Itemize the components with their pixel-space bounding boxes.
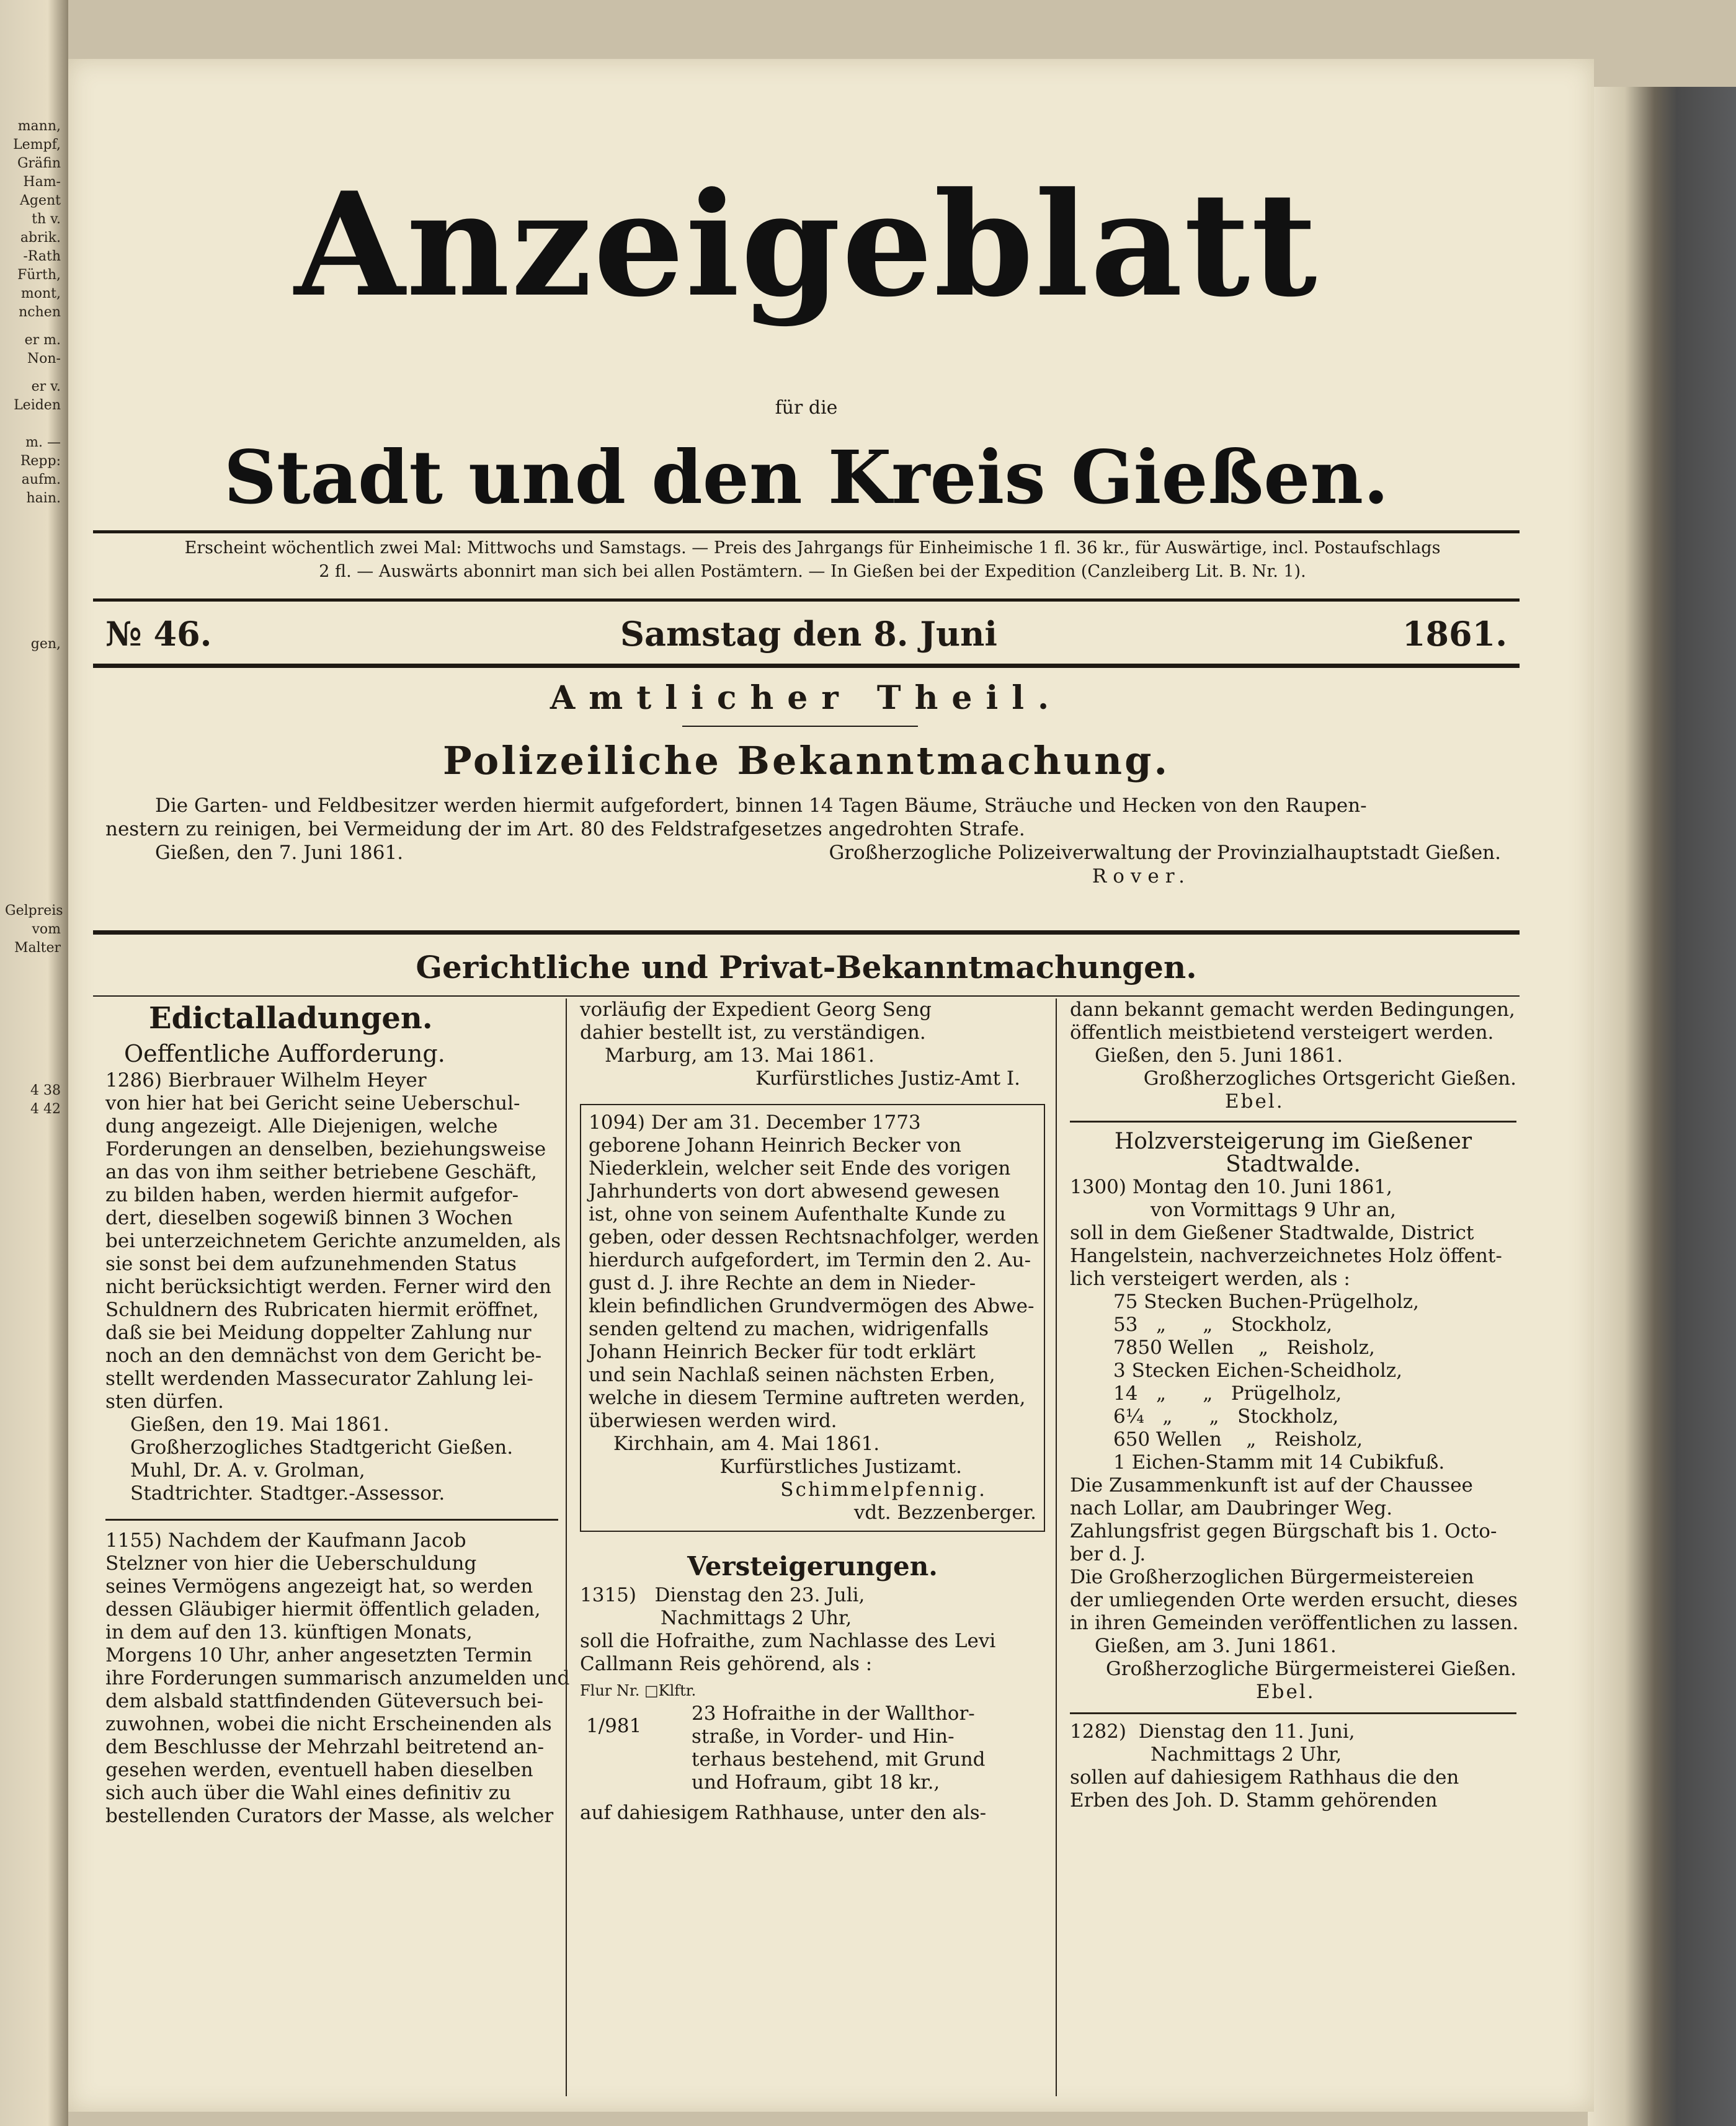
text-line: Die Zusammenkunft ist auf der Chaussee <box>1070 1474 1473 1497</box>
wood-item: 650 Wellen „ Reisholz, <box>1113 1428 1363 1451</box>
wood-item: 7850 Wellen „ Reisholz, <box>1113 1337 1375 1359</box>
text-line: lich versteigert werden, als : <box>1070 1268 1350 1290</box>
text-line: dem Beschlusse der Mehrzahl beitretend an- <box>105 1736 545 1758</box>
text-line: nach Lollar, am Daubringer Weg. <box>1070 1497 1393 1519</box>
margin-fragment: Leiden <box>14 398 61 413</box>
masthead-subtitle-small: für die <box>775 397 838 419</box>
orts-notice-end <box>1070 999 1516 1044</box>
text-line: geborene Johann Heinrich Becker von <box>589 1134 961 1157</box>
section-rule-bottom <box>93 995 1520 997</box>
margin-fragment: th v. <box>32 211 61 227</box>
text-line: 1300) Montag den 10. Juni 1861, <box>1070 1176 1392 1198</box>
police-notice-signature: Rover. <box>1092 865 1191 887</box>
text-line: ber d. J. <box>1070 1543 1146 1565</box>
text-line: bei unterzeichnetem Gerichte anzumelden, als <box>105 1230 561 1252</box>
dateline-rule <box>93 664 1520 668</box>
text-line: seines Vermögens angezeigt hat, so werden <box>105 1575 533 1598</box>
masthead-title: Anzeigeblatt <box>294 161 1319 329</box>
text-line: dessen Gläubiger hiermit öffentlich geladen, <box>105 1598 541 1621</box>
text-line: an das von ihm seither betriebene Geschäft, <box>105 1161 537 1183</box>
text-line: straße, in Vorder- und Hin- <box>692 1725 955 1748</box>
issue-year: 1861. <box>1402 614 1507 654</box>
text-line: dem alsbald stattfindenden Güteversuch bei- <box>105 1690 544 1712</box>
text-line: klein befindlichen Grundvermögen des Abwe- <box>589 1295 1035 1317</box>
margin-fragment: Lempf, <box>13 137 61 153</box>
wood-court: Großherzogliche Bürgermeisterei Gießen. <box>1105 1658 1516 1680</box>
text-line: sten dürfen. <box>105 1390 224 1413</box>
text-line: gust d. J. ihre Rechte an dem in Nieder- <box>589 1272 976 1294</box>
wood-item: 6¼ „ „ Stockholz, <box>1113 1405 1339 1428</box>
becker-signature: Schimmelpfennig. <box>780 1479 987 1501</box>
wood-heading-1: Holzversteigerung im Gießener <box>1114 1129 1472 1154</box>
becker-notice-box <box>580 1104 1045 1532</box>
text-line: Niederklein, welcher seit Ende des vorigen <box>589 1157 1011 1180</box>
text-line: sollen auf dahiesigem Rathhaus die den <box>1070 1766 1459 1789</box>
column-3 <box>1070 999 1519 1812</box>
text-line: Stelzner von hier die Ueberschuldung <box>105 1552 477 1575</box>
police-notice-date: Gießen, den 7. Juni 1861. <box>155 842 404 864</box>
text-line: dann bekannt gemacht werden Bedingungen, <box>1070 999 1515 1021</box>
seng-notice-end <box>580 999 1045 1044</box>
text-line: nicht berücksichtigt werden. Ferner wird den <box>105 1276 551 1298</box>
orts-signature: Ebel. <box>1225 1090 1284 1113</box>
orts-date: Gießen, den 5. Juni 1861. <box>1095 1044 1343 1067</box>
margin-fragment: -Rath <box>23 249 61 264</box>
margin-fragment: Gelpreis <box>5 903 63 918</box>
text-line: Hangelstein, nachverzeichnetes Holz öffent- <box>1070 1245 1502 1267</box>
text-line: sich auch über die Wahl eines definitiv zu <box>105 1782 511 1804</box>
text-line: Jahrhunderts von dort abwesend gewesen <box>589 1180 1000 1203</box>
margin-fragment: 4 38 <box>30 1083 61 1098</box>
text-line: terhaus bestehend, mit Grund <box>692 1748 986 1771</box>
auction-table-head: Flur Nr. □Klftr. <box>580 1682 697 1699</box>
becker-notice <box>589 1111 1039 1433</box>
text-line: geben, oder dessen Rechtsnachfolger, werden <box>589 1226 1039 1248</box>
masthead-rule <box>93 530 1520 533</box>
margin-fragment: aufm. <box>21 472 61 487</box>
text-line: und Hofraum, gibt 18 kr., <box>692 1771 940 1794</box>
auction-table <box>580 1702 1045 1802</box>
text-line: senden geltend zu machen, widrigenfalls <box>589 1318 989 1340</box>
auction-heading: Versteigerungen. <box>687 1551 938 1581</box>
column-divider-1 <box>566 999 567 2096</box>
stamm-auction-notice <box>1070 1720 1516 1812</box>
text-line: daß sie bei Meidung doppelter Zahlung nur <box>105 1322 532 1344</box>
auction-flur-number: 1/981 <box>586 1715 642 1737</box>
margin-fragment: gen, <box>30 636 61 652</box>
text-line: 23 Hofraithe in der Wallthor- <box>692 1702 975 1725</box>
wood-auction-intro <box>1070 1176 1516 1291</box>
text-line: 1286) Bierbrauer Wilhelm Heyer <box>105 1069 427 1092</box>
left-page-edge <box>0 0 68 2126</box>
text-line: zuwohnen, wobei die nicht Erscheinenden als <box>105 1713 552 1735</box>
margin-fragment: Fürth, <box>17 267 61 283</box>
seng-court: Kurfürstliches Justiz-Amt I. <box>755 1067 1020 1090</box>
margin-fragment: 4 42 <box>30 1101 61 1117</box>
text-line: soll die Hofraithe, zum Nachlasse des Levi <box>580 1630 996 1652</box>
text-line: ihre Forderungen summarisch anzumelden und <box>105 1667 570 1689</box>
police-notice-line1: Die Garten- und Feldbesitzer werden hiermit aufgefordert, binnen 14 Tagen Bäume, Sträuche und Hecken von den Raupen- <box>155 794 1367 817</box>
margin-fragment: Ham- <box>23 174 61 190</box>
text-line: dahier bestellt ist, zu verständigen. <box>580 1021 926 1044</box>
text-line: Die Großherzoglichen Bürgermeistereien <box>1070 1566 1474 1588</box>
wood-items-list <box>1070 1291 1516 1474</box>
text-line: der umliegenden Orte werden ersucht, dieses <box>1070 1589 1518 1611</box>
text-line: hierdurch aufgefordert, im Termin den 2. Au- <box>589 1249 1031 1271</box>
column-divider-2 <box>1056 999 1057 2096</box>
text-line: überwiesen werden wird. <box>589 1410 837 1432</box>
wood-item: 75 Stecken Buchen-Prügelholz, <box>1113 1291 1419 1313</box>
police-notice-text <box>105 794 1513 888</box>
col3-separator-1 <box>1070 1121 1516 1123</box>
margin-fragment: Non- <box>27 351 61 367</box>
margin-fragment: mann, <box>17 118 61 134</box>
orts-court: Großherzogliches Ortsgericht Gießen. <box>1143 1067 1516 1090</box>
police-notice-authority: Großherzogliche Polizeiverwaltung der Provinzialhauptstadt Gießen. <box>829 842 1501 864</box>
publication-info-line2: 2 fl. — Auswärts abonnirt man sich bei allen Postämtern. — In Gießen bei der Expedition (Canzleiberg Lit. B. Nr. 1). <box>319 562 1306 581</box>
margin-fragment: er v. <box>31 379 61 394</box>
text-line: Morgens 10 Uhr, anher angesetzten Termin <box>105 1644 533 1666</box>
margin-fragment: m. — <box>25 435 61 450</box>
text-line: Nachmittags 2 Uhr, <box>1151 1743 1342 1766</box>
margin-fragment: vom <box>32 922 61 937</box>
margin-fragment: mont, <box>20 286 61 301</box>
reis-auction-notice <box>580 1584 1045 1676</box>
text-line: zu bilden haben, werden hiermit aufgefor- <box>105 1184 519 1206</box>
section-rule-top <box>93 930 1520 935</box>
wood-signature: Ebel. <box>1256 1681 1315 1703</box>
police-notice-title: Polizeiliche Bekanntmachung. <box>442 738 1170 783</box>
text-line: vorläufig der Expedient Georg Seng <box>580 999 932 1021</box>
info-rule <box>93 598 1520 602</box>
text-line: bestellenden Curators der Masse, als welcher <box>105 1805 554 1827</box>
edict-heading: Edictalladungen. <box>149 1001 433 1036</box>
police-notice-footer <box>105 841 1513 865</box>
wood-auction-terms <box>1070 1474 1519 1635</box>
wood-item: 53 „ „ Stockholz, <box>1113 1314 1333 1336</box>
text-line: 1155) Nachdem der Kaufmann Jacob <box>105 1529 466 1552</box>
wood-item: 1 Eichen-Stamm mit 14 Cubikfuß. <box>1113 1451 1445 1474</box>
wood-date: Gießen, am 3. Juni 1861. <box>1095 1635 1337 1657</box>
heyer-date: Gießen, den 19. Mai 1861. <box>130 1413 389 1436</box>
text-line: Zahlungsfrist gegen Bürgschaft bis 1. Octo- <box>1070 1520 1497 1542</box>
becker-court: Kurfürstliches Justizamt. <box>719 1456 962 1478</box>
dateline <box>93 614 1520 657</box>
text-line: 1094) Der am 31. December 1773 <box>589 1111 921 1134</box>
wood-item: 3 Stecken Eichen-Scheidholz, <box>1113 1359 1402 1382</box>
text-line: Schuldnern des Rubricaten hiermit eröffnet, <box>105 1299 539 1321</box>
text-line: Forderungen an denselben, beziehungsweise <box>105 1138 546 1160</box>
text-line: Erben des Joh. D. Stamm gehörenden <box>1070 1789 1438 1812</box>
column-2 <box>580 999 1045 1825</box>
text-line: von Vormittags 9 Uhr an, <box>1151 1199 1396 1221</box>
margin-fragment: Malter <box>14 940 61 956</box>
margin-fragment: hain. <box>26 491 61 506</box>
heyer-signature: Muhl, Dr. A. v. Grolman, <box>130 1459 365 1482</box>
publication-info-line1: Erscheint wöchentlich zwei Mal: Mittwochs und Samstags. — Preis des Jahrgangs für Einheimische 1 fl. 36 kr., für Auswärtige, incl. Postaufschlags <box>184 538 1441 558</box>
text-line: 1315) Dienstag den 23. Juli, <box>580 1584 865 1606</box>
text-line: 1282) Dienstag den 11. Juni, <box>1070 1720 1355 1743</box>
margin-fragment: nchen <box>19 305 61 320</box>
seng-date: Marburg, am 13. Mai 1861. <box>605 1044 875 1067</box>
text-line: ist, ohne von seinem Aufenthalte Kunde zu <box>589 1203 1006 1225</box>
col1-separator <box>105 1519 558 1521</box>
text-line: gesehen werden, eventuell haben dieselben <box>105 1759 533 1781</box>
text-line: und sein Nachlaß seinen nächsten Erben, <box>589 1364 995 1386</box>
text-line: sie sonst bei dem aufzunehmenden Status <box>105 1253 517 1275</box>
text-line: in ihren Gemeinden veröffentlichen zu lassen. <box>1070 1612 1519 1634</box>
column-1 <box>105 999 570 1828</box>
official-heading-rule <box>682 726 918 727</box>
official-heading: Amtlicher Theil. <box>550 679 1063 717</box>
becker-countersign: vdt. Bezzenberger. <box>853 1501 1036 1524</box>
edict-subheading: Oeffentliche Aufforderung. <box>124 1040 445 1067</box>
auction-entry <box>692 1702 1045 1794</box>
issue-number: № 46. <box>105 614 212 654</box>
section-heading: Gerichtliche und Privat-Bekanntmachungen. <box>416 949 1197 985</box>
margin-fragment: abrik. <box>20 230 61 246</box>
margin-fragment: Repp: <box>20 453 61 469</box>
text-line: Nachmittags 2 Uhr, <box>661 1607 852 1629</box>
text-line: stellt werdenden Massecurator Zahlung lei- <box>105 1368 533 1390</box>
police-notice-line2: nestern zu reinigen, bei Vermeidung der im Art. 80 des Feldstrafgesetzes angedrohten Strafe. <box>105 818 1025 840</box>
text-line: welche in diesem Termine auftreten werden, <box>589 1387 1026 1409</box>
heyer-signature-titles: Stadtrichter. Stadtger.-Assessor. <box>130 1482 445 1505</box>
publication-info <box>93 536 1532 584</box>
newspaper-page <box>68 59 1594 2112</box>
book-binding <box>1588 87 1736 2126</box>
masthead-subtitle: Stadt und den Kreis Gießen. <box>223 434 1389 520</box>
heyer-notice <box>105 1069 561 1413</box>
margin-fragment: Gräfin <box>17 156 61 171</box>
stelzner-notice <box>105 1529 570 1828</box>
text-line: noch an den demnächst von dem Gericht be- <box>105 1345 542 1367</box>
text-line: Johann Heinrich Becker für todt erklärt <box>589 1341 976 1363</box>
text-line: dert, dieselben sogewiß binnen 3 Wochen <box>105 1207 513 1229</box>
auction-continuation: auf dahiesigem Rathhause, unter den als- <box>580 1802 987 1824</box>
text-line: in dem auf den 13. künftigen Monats, <box>105 1621 473 1643</box>
text-line: dung angezeigt. Alle Diejenigen, welche <box>105 1115 498 1137</box>
wood-item: 14 „ „ Prügelholz, <box>1113 1382 1342 1405</box>
issue-date: Samstag den 8. Juni <box>620 614 997 654</box>
text-line: soll in dem Gießener Stadtwalde, District <box>1070 1222 1474 1244</box>
heyer-court: Großherzogliches Stadtgericht Gießen. <box>130 1436 514 1459</box>
col3-separator-2 <box>1070 1712 1516 1714</box>
margin-fragment: er m. <box>24 332 61 348</box>
text-line: Callmann Reis gehörend, als : <box>580 1653 873 1675</box>
becker-date: Kirchhain, am 4. Mai 1861. <box>613 1433 880 1455</box>
margin-fragment: Agent <box>20 193 61 208</box>
text-line: von hier hat bei Gericht seine Ueberschul- <box>105 1092 520 1114</box>
wood-heading-2: Stadtwalde. <box>1226 1152 1361 1177</box>
text-line: öffentlich meistbietend versteigert werden. <box>1070 1021 1494 1044</box>
